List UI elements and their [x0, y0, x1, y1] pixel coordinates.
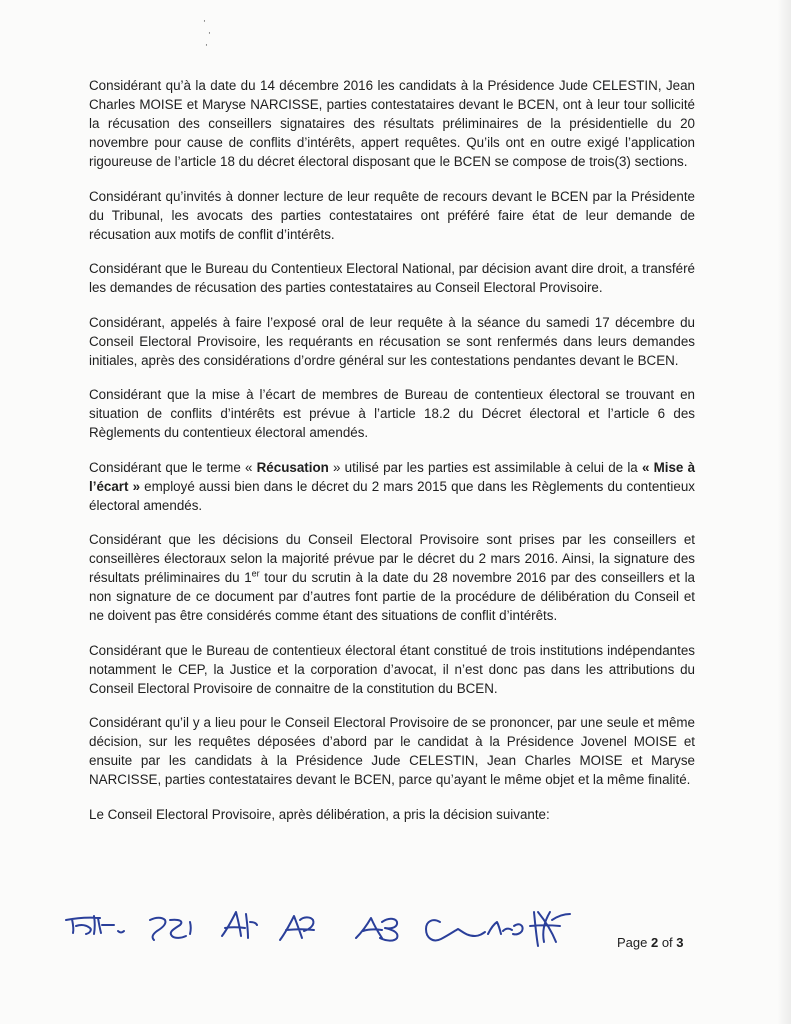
- signature-mark: [150, 918, 191, 940]
- term-mise-a-lecart: « Mise à l’écart »: [89, 459, 696, 494]
- paragraph-bcen-transfer: Considérant que le Bureau du Contentieux Electoral National, par décision avant dire droit, a transféré les demandes de récusation des parties contestataires au Conseil Electoral Provisoire.: [89, 261, 695, 295]
- paragraph-decision-intro: Le Conseil Electoral Provisoire, après délibération, a pris la décision suivante:: [89, 806, 550, 822]
- document-body: [89, 76, 695, 824]
- paragraph-bcen-constitution: Considérant que le Bureau de contentieux électoral étant constitué de trois institutions indépendantes notamment le CEP, la Justice et la corporation d’avocat, il n’est donc pas dans les attributions du Conseil Electoral Provisoire de connaitre de la constitution du BCEN.: [89, 642, 695, 696]
- paragraph-article-18: Considérant que la mise à l’écart de membres de Bureau de contentieux électoral se trouvant en situation de conflits d’intérêts est prévue à l’article 18.2 du Décret électoral et l’article 6 des Règlements du contentieux électoral amendés.: [89, 387, 695, 440]
- signature-mark: [426, 920, 485, 940]
- page-current: 2: [650, 935, 659, 950]
- paragraph-lawyers-reading: Considérant qu’invités à donner lecture de leur requête de recours devant le BCEN par la Présidente du Tribunal, les avocats des parties contestataires ont préféré faire état de leur demande de récusation aux motifs de conflit d’intérêts.: [89, 188, 695, 242]
- signature-mark: [222, 912, 257, 938]
- handwritten-signatures-image: [64, 898, 624, 960]
- paragraph-cep-decisions: Considérant que les décisions du Conseil Electoral Provisoire sont prises par les conseillers et conseillères électoraux selon la majorité prévue par le décret du 2 mars 2016. Ainsi, la signature des résultats préliminaires du 1er tour du scrutin à la date du 28 novembre 2016 par des conseillers et la non signature de ce document par d’autres font partie de la procédure de délibération du Conseil et ne doivent pas être considérés comme étant des situations de conflit d’intérêts.: [89, 532, 696, 623]
- scan-speck: ·: [203, 17, 206, 27]
- paragraph-oral-hearing: Considérant, appelés à faire l’exposé oral de leur requête à la séance du samedi 17 décembre du Conseil Electoral Provisoire, les requérants en récusation se sont renfermés dans leurs demandes initiales, après des considérations d’ordre général sur les contestations pendantes devant le BCEN.: [89, 314, 695, 368]
- signature-mark: [488, 922, 523, 934]
- signature-mark: [530, 912, 570, 946]
- signature-mark: [280, 916, 314, 940]
- scan-speck: ·: [208, 29, 211, 39]
- paragraph-recusation-term: Considérant que le terme « Récusation » utilisé par les parties est assimilable à celui de la « Mise à l’écart » employé aussi bien dans le décret du 2 mars 2015 que dans les Règlements du contentieux électoral amendés.: [89, 459, 696, 513]
- page-total: 3: [676, 935, 684, 950]
- term-recusation: Récusation: [256, 459, 329, 475]
- paragraph-recusation-request: Considérant qu’à la date du 14 décembre 2016 les candidats à la Présidence Jude CELESTIN, Jean Charles MOISE et Maryse NARCISSE, parties contestataires devant le BCEN, ont à leur tour sollicité la récusation des conseillers signataires des résultats préliminaires de la présidentielle du 20 novembre pour cause de conflits d’intérêts, appert requêtes. Qu’ils ont en outre exigé l’application rigoureuse de l’article 18 du décret électoral disposant que le BCEN se compose de trois(3) sections.: [89, 78, 695, 169]
- page-number: Page 2 of 3: [617, 935, 684, 950]
- signature-mark: [66, 916, 124, 934]
- signature-mark: [356, 918, 397, 941]
- paragraph-single-decision: Considérant qu’il y a lieu pour le Conseil Electoral Provisoire de se prononcer, par une seule et même décision, sur les requêtes déposées d’abord par le candidat à la Présidence Jovenel MOISE et ensuite par les candidats à la Présidence Jude CELESTIN, Jean Charles MOISE et Maryse NARCISSE, parties contestataires devant le BCEN, parce qu’ayant le même objet et la même finalité.: [89, 715, 695, 787]
- scan-speck: ·: [205, 41, 208, 51]
- scan-edge-shadow: [777, 0, 791, 1024]
- signatures-block: [64, 898, 624, 960]
